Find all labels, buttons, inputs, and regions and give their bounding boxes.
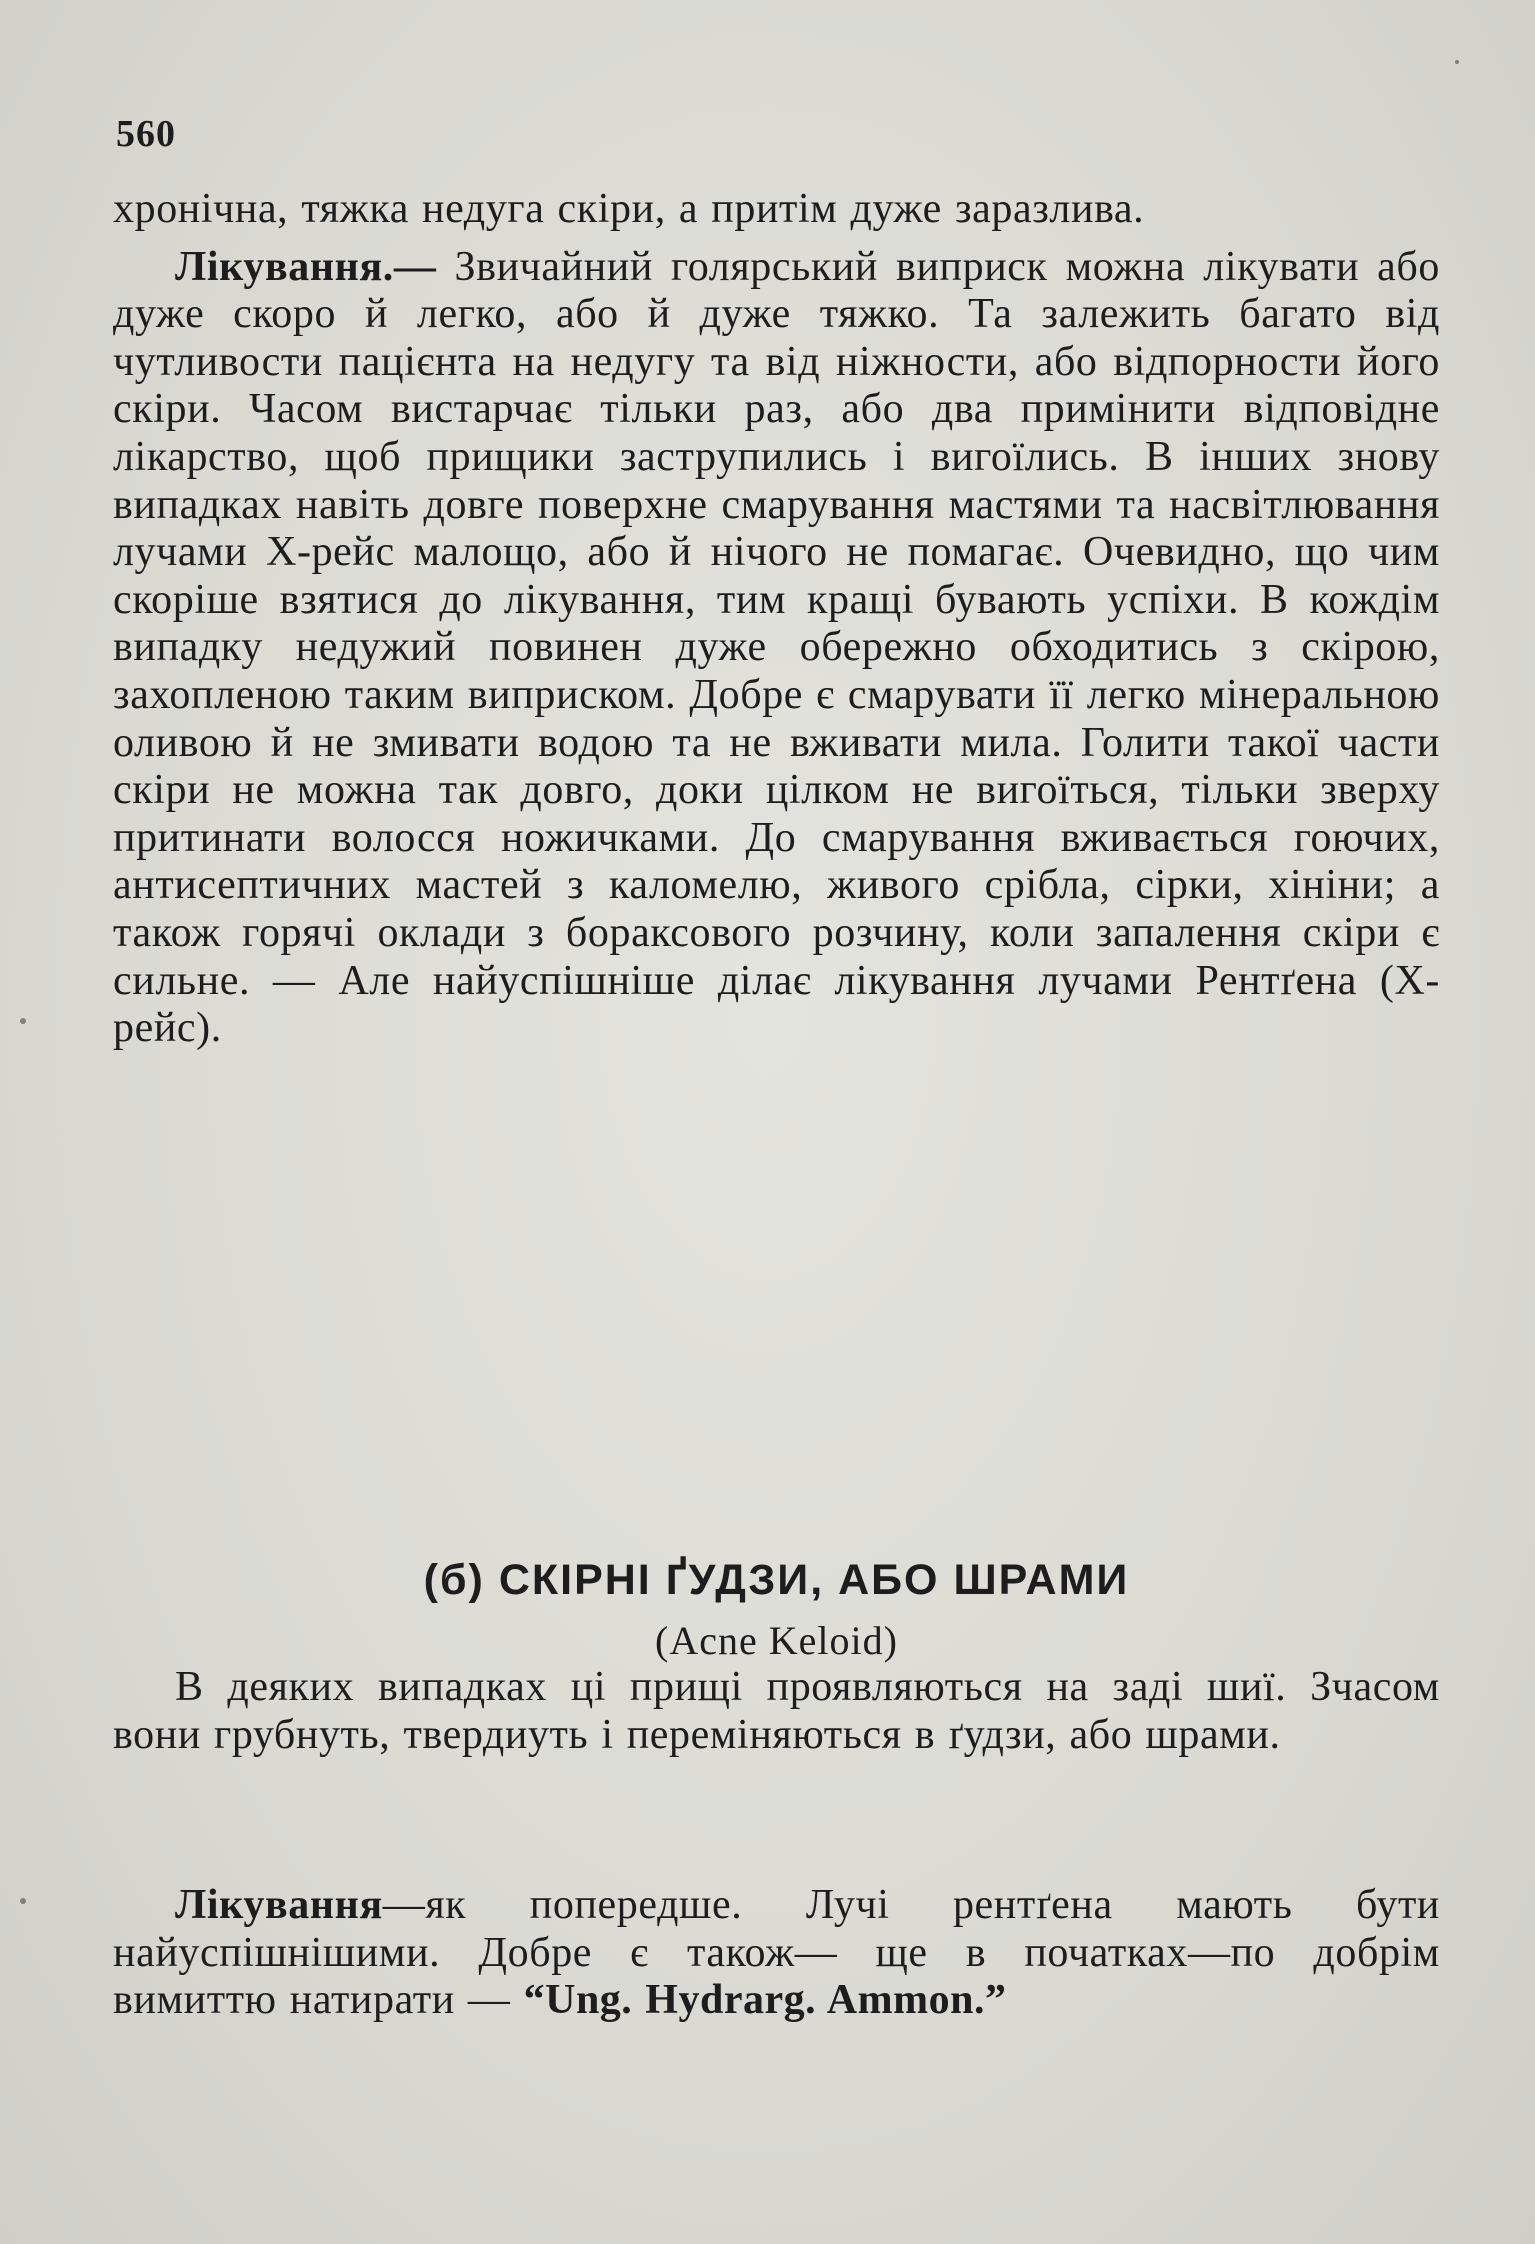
paragraph-4-reference: “Ung. Hydrarg. Ammon.” xyxy=(523,1977,1007,2024)
paragraph-1: хронічна, тяжка недуга скіри, а притім дуже заразлива. xyxy=(113,186,1145,232)
page-number: 560 xyxy=(116,113,176,155)
text-block-middle xyxy=(113,1664,1440,1759)
paragraph-4-lead: Лікування xyxy=(175,1882,383,1928)
paragraph-2-text: Звичайний голярський виприск можна лікувати або дуже скоро й легко, або й дуже тяжко. Та залежить багато від чутливости пацієнта на недугу та від ніжности, або відпорности його скіри. Часом вистарчає тільки раз, або два примінити відповідне лікарство, щоб прищики заструпились і вигоїлись. В інших знову випадках навіть довге поверхне смарування мастями та насвітлювання лучами Х-рейс малощо, або й нічого не помагає. Очевидно, що чим скоріше взятися до лікування, тим кращі бувають успіхи. В кождім випадку недужий повинен дуже обережно обходитись з скірою, захопленою таким виприском. Добре є смарувати її легко мінеральною оливою й не змивати водою та не вживати мила. Голити такої части скіри не можна так довго, доки цілком не вигоїться, тільки зверху притинати волосся ножичками. До смарування вживається гоючих, антисептичних мастей з каломелю, живого срібла, сірки, хініни; а також горячі оклади з бораксового розчину, коли запалення скіри є сильне. — Але найуспішніше ділає лікування лучами Рентґена (Х-рейс). xyxy=(113,243,1440,1052)
paper-speck xyxy=(20,1018,26,1024)
paragraph-4 xyxy=(113,1882,1440,2025)
paper-speck xyxy=(20,1898,26,1904)
text-block-top xyxy=(113,186,1440,1053)
section-heading: (б) СКІРНІ ҐУДЗИ, АБО ШРАМИ xyxy=(423,1556,1130,1604)
paragraph-2 xyxy=(113,244,1440,1053)
paragraph-3: В деяких випадках ці прищі проявляються на заді шиї. Зчасом вони грубнуть, твердиуть і переміняються в ґудзи, або шрами. xyxy=(113,1664,1440,1758)
text-block-bottom xyxy=(113,1882,1440,2025)
section-subheading: (Acne Keloid) xyxy=(655,1618,898,1663)
paragraph-2-lead: Лікування.— xyxy=(175,243,437,290)
paper-speck xyxy=(1455,60,1459,64)
paragraph-4-text: —як попередше. Лучі рентґена мають бути найуспішнішими. Добре є також— ще в початках—по добрім вимиттю натирати — xyxy=(113,1882,1440,2024)
